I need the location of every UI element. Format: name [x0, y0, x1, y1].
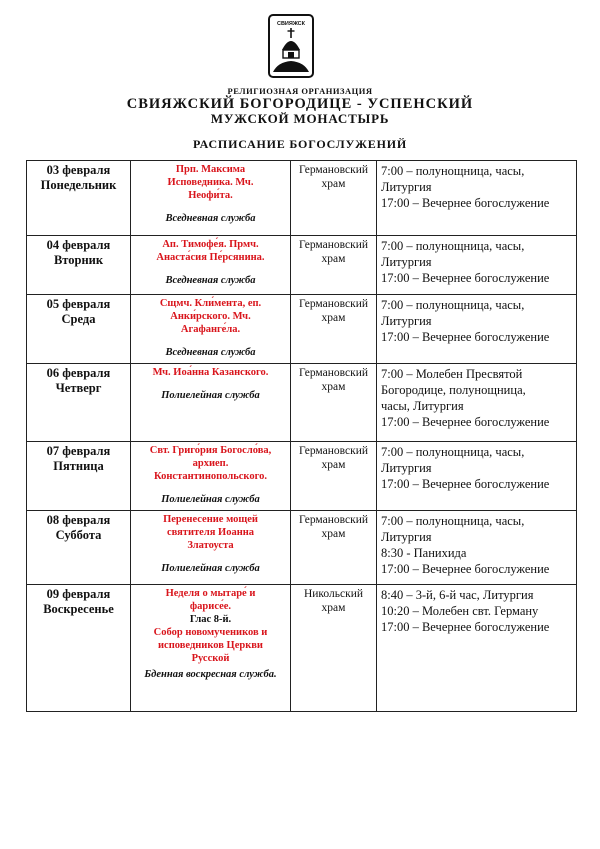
- date-cell: [27, 511, 131, 585]
- time-line: 17:00 – Вечернее богослужение: [381, 196, 550, 210]
- temple-line: храм: [321, 459, 346, 471]
- service-type: Полиелейная служба: [161, 494, 260, 505]
- saint-line: Собор новомучеников и: [153, 627, 268, 638]
- date: 08 февраля: [46, 513, 111, 527]
- date: 04 февраля: [46, 238, 111, 252]
- saint-cell: [131, 364, 291, 442]
- org-name-line1: СВИЯЖСКИЙ БОГОРОДИЦЕ - УСПЕНСКИЙ: [126, 96, 474, 112]
- time-line: Литургия: [381, 180, 432, 194]
- time-line: 17:00 – Вечернее богослужение: [381, 562, 550, 576]
- times-cell: [377, 236, 577, 295]
- date-cell: [27, 161, 131, 236]
- schedule-row: [27, 442, 577, 511]
- time-line: 17:00 – Вечернее богослужение: [381, 477, 550, 491]
- schedule-table: [26, 160, 577, 712]
- weekday: Среда: [61, 312, 96, 326]
- times-cell: [377, 295, 577, 364]
- saint-line: Перенесение мощей: [163, 514, 258, 525]
- saint-line: Анки́рского. Мч.: [170, 311, 251, 322]
- weekday: Вторник: [53, 253, 104, 267]
- date-cell: [27, 295, 131, 364]
- time-line: 7:00 – полунощница, часы,: [381, 239, 525, 253]
- temple-line: Германовский: [298, 514, 369, 526]
- temple-line: Никольский: [303, 588, 364, 600]
- tone-line: Глас 8-й.: [189, 614, 232, 625]
- time-line: 7:00 – полунощница, часы,: [381, 445, 525, 459]
- time-line: 7:00 – Молебен Пресвятой: [381, 367, 523, 381]
- time-line: часы, Литургия: [381, 399, 464, 413]
- schedule-row: [27, 364, 577, 442]
- weekday: Пятница: [53, 459, 104, 473]
- time-line: 17:00 – Вечернее богослужение: [381, 620, 550, 634]
- weekday: Воскресенье: [43, 602, 114, 616]
- time-line: Литургия: [381, 255, 432, 269]
- temple-line: храм: [321, 602, 346, 614]
- time-line: 7:00 – полунощница, часы,: [381, 164, 525, 178]
- date: 09 февраля: [46, 587, 111, 601]
- service-type: Вседневная служба: [165, 213, 256, 224]
- saint-line: святителя Иоанна: [166, 527, 255, 538]
- time-line: Литургия: [381, 530, 432, 544]
- saint-line: Ап. Тимофе́я. Прмч.: [162, 239, 259, 250]
- service-type: Вседневная служба: [165, 275, 256, 286]
- schedule-row: [27, 511, 577, 585]
- saint-cell: [131, 295, 291, 364]
- time-line: 7:00 – полунощница, часы,: [381, 514, 525, 528]
- temple-cell: [291, 295, 377, 364]
- saint-line: Неофи́та.: [188, 190, 233, 201]
- saint-line: фарисе́е.: [189, 601, 232, 612]
- saint-line: архиеп.: [192, 458, 229, 469]
- time-line: Литургия: [381, 461, 432, 475]
- date-cell: [27, 364, 131, 442]
- org-type-label: РЕЛИГИОЗНАЯ ОРГАНИЗАЦИЯ: [227, 86, 373, 96]
- temple-line: Германовский: [298, 239, 369, 251]
- temple-line: Германовский: [298, 367, 369, 379]
- schedule-row: [27, 236, 577, 295]
- saint-cell: [131, 236, 291, 295]
- logo-text: СВИЯЖСК: [276, 21, 306, 27]
- saint-line: Златоуста: [187, 540, 234, 551]
- temple-line: Германовский: [298, 445, 369, 457]
- weekday: Понедельник: [40, 178, 117, 192]
- temple-cell: [291, 161, 377, 236]
- saint-line: Русской: [191, 653, 230, 664]
- saint-line: Сщмч. Кли́мента, еп.: [159, 298, 262, 309]
- temple-line: храм: [321, 312, 346, 324]
- temple-line: храм: [321, 528, 346, 540]
- time-line: 10:20 – Молебен свт. Герману: [381, 604, 539, 618]
- temple-cell: [291, 236, 377, 295]
- saint-line: Свт. Григо́рия Богосло́ва,: [149, 445, 272, 456]
- saint-line: Мч. Иоа́нна Казанского.: [152, 367, 269, 378]
- time-line: 8:30 - Панихида: [381, 546, 467, 560]
- schedule-row: [27, 161, 577, 236]
- date: 06 февраля: [46, 366, 111, 380]
- service-type: Вседневная служба: [165, 347, 256, 358]
- temple-line: храм: [321, 178, 346, 190]
- saint-cell: [131, 585, 291, 712]
- saint-cell: [131, 511, 291, 585]
- temple-cell: [291, 511, 377, 585]
- service-type: Бденная воскресная служба.: [144, 669, 277, 680]
- saint-line: Анаста́сия Пе́рсянина.: [156, 252, 265, 263]
- date: 05 февраля: [46, 297, 111, 311]
- saint-line: исповедников Церкви: [158, 640, 263, 651]
- saint-cell: [131, 442, 291, 511]
- date-cell: [27, 236, 131, 295]
- weekday: Четверг: [55, 381, 102, 395]
- times-cell: [377, 585, 577, 712]
- times-cell: [377, 364, 577, 442]
- saint-line: Агафанге́ла.: [180, 324, 241, 335]
- temple-cell: [291, 364, 377, 442]
- time-line: 17:00 – Вечернее богослужение: [381, 330, 550, 344]
- saint-line: Исповедника. Мч.: [167, 177, 254, 188]
- temple-cell: [291, 442, 377, 511]
- time-line: 17:00 – Вечернее богослужение: [381, 415, 550, 429]
- schedule-row: [27, 295, 577, 364]
- time-line: Литургия: [381, 314, 432, 328]
- date: 03 февраля: [46, 163, 111, 177]
- service-type: Полиелейная служба: [161, 563, 260, 574]
- date: 07 февраля: [46, 444, 111, 458]
- times-cell: [377, 161, 577, 236]
- service-type: Полиелейная служба: [161, 390, 260, 401]
- saint-cell: [131, 161, 291, 236]
- temple-line: храм: [321, 253, 346, 265]
- time-line: Богородице, полунощница,: [381, 383, 526, 397]
- schedule-row: [27, 585, 577, 712]
- temple-line: Германовский: [298, 298, 369, 310]
- temple-cell: [291, 585, 377, 712]
- temple-line: Германовский: [298, 164, 369, 176]
- time-line: 8:40 – 3-й, 6-й час, Литургия: [381, 588, 534, 602]
- saint-line: Прп. Максима: [175, 164, 246, 175]
- weekday: Суббота: [55, 528, 102, 542]
- time-line: 17:00 – Вечернее богослужение: [381, 271, 550, 285]
- saint-line: Неделя о мытаре́ и: [165, 588, 256, 599]
- schedule-title: РАСПИСАНИЕ БОГОСЛУЖЕНИЙ: [193, 137, 407, 151]
- times-cell: [377, 442, 577, 511]
- time-line: 7:00 – полунощница, часы,: [381, 298, 525, 312]
- monastery-logo: [268, 14, 314, 78]
- times-cell: [377, 511, 577, 585]
- saint-line: Константинопольского.: [154, 471, 267, 482]
- temple-line: храм: [321, 381, 346, 393]
- date-cell: [27, 442, 131, 511]
- org-name-line2: МУЖСКОЙ МОНАСТЫРЬ: [210, 111, 390, 126]
- date-cell: [27, 585, 131, 712]
